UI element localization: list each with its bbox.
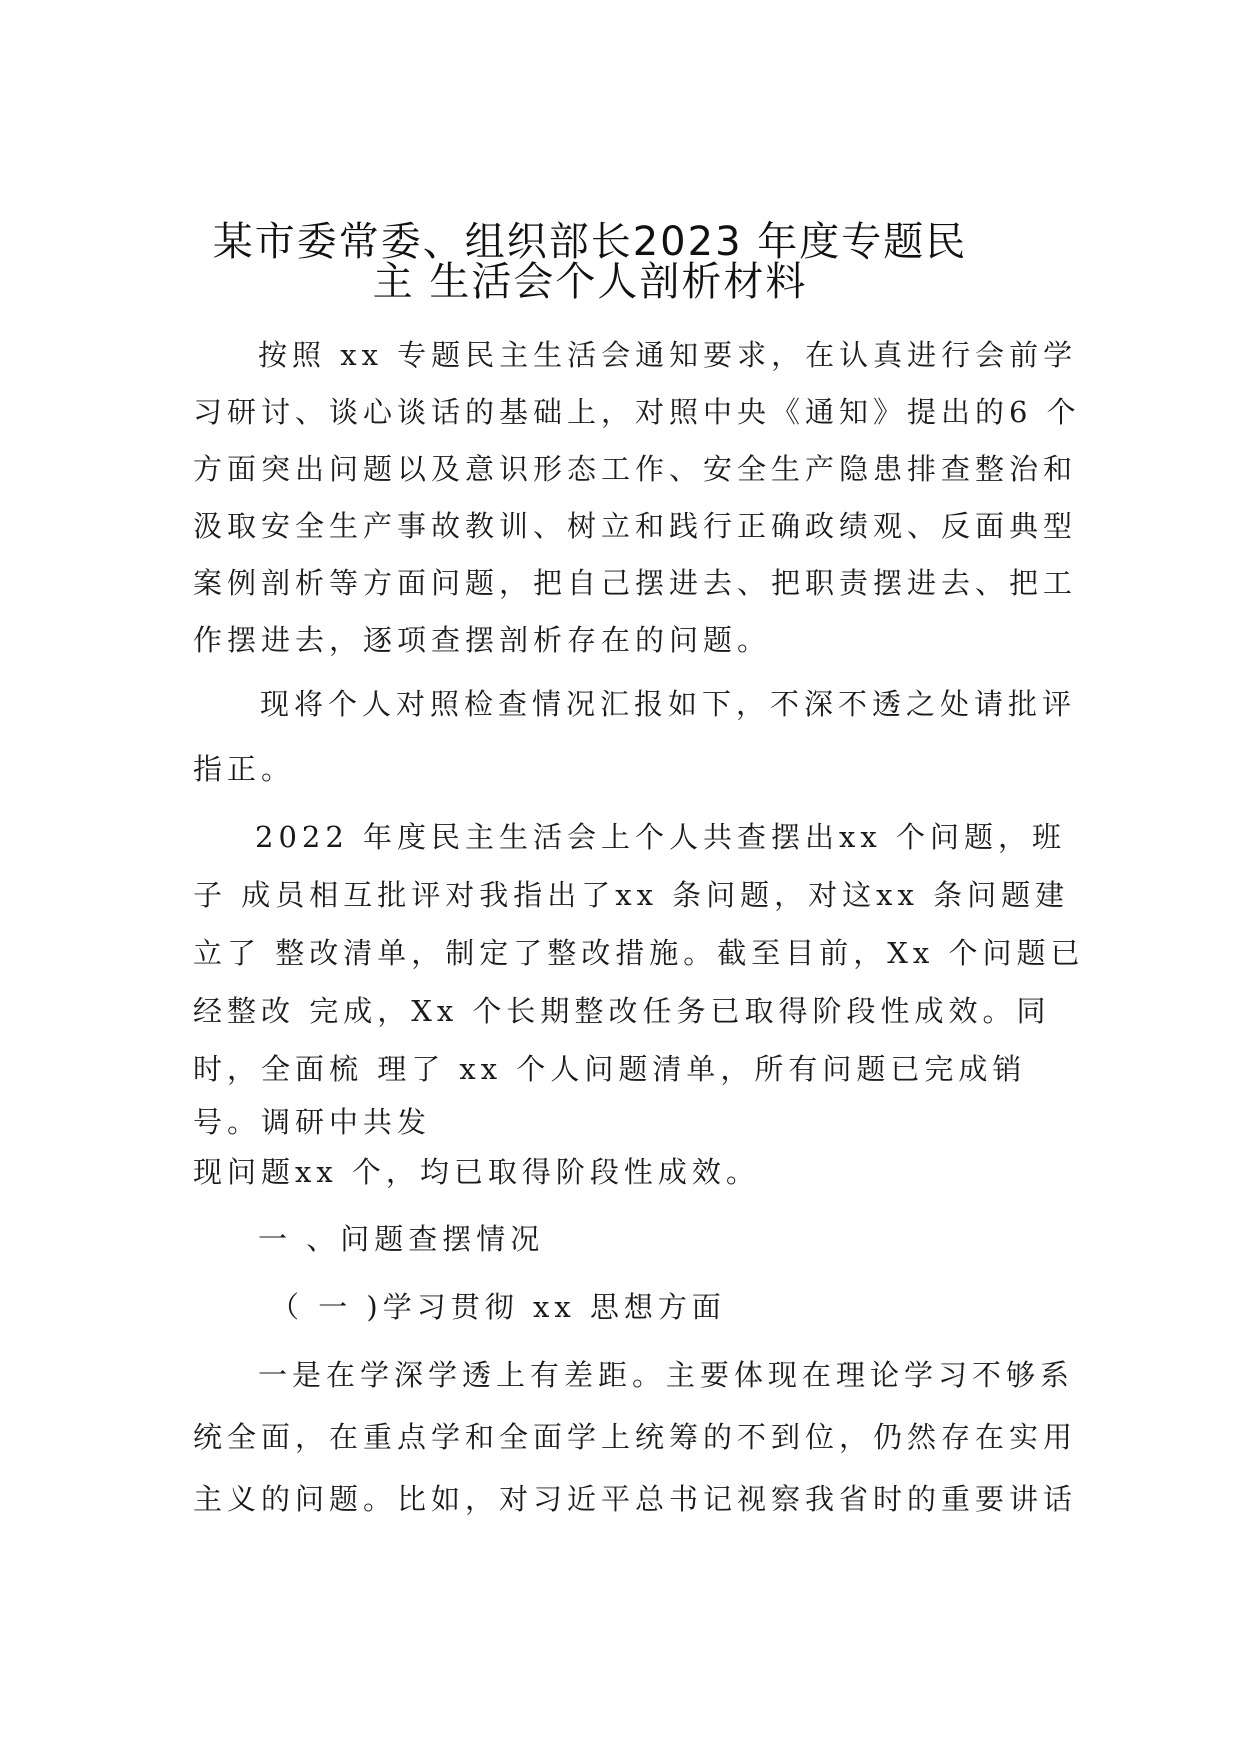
paragraph-line: 现将个人对照检查情况汇报如下，不深不透之处请批评 [260, 687, 1077, 721]
paragraph-line: 时，全面梳 理了 xx 个人问题清单，所有问题已完成销 [193, 1052, 1027, 1086]
paragraph-line: 经整改 完成，Xx 个长期整改任务已取得阶段性成效。同 [193, 994, 1051, 1028]
paragraph-line: 主义的问题。比如，对习近平总书记视察我省时的重要讲话 [193, 1482, 1078, 1516]
paragraph-line: 一是在学深学透上有差距。主要体现在理论学习不够系 [258, 1358, 1075, 1392]
paragraph-line: 方面突出问题以及意识形态工作、安全生产隐患排查整治和 [193, 452, 1078, 486]
paragraph-line: 案例剖析等方面问题，把自己摆进去、把职责摆进去、把工 [193, 566, 1078, 600]
paragraph-line: 作摆进去，逐项查摆剖析存在的问题。 [193, 623, 772, 657]
paragraph-line: 指正。 [193, 752, 296, 786]
section-heading: 一 、问题查摆情况 [258, 1222, 545, 1256]
paragraph-line: 按照 xx 专题民主生活会通知要求，在认真进行会前学 [258, 338, 1078, 372]
paragraph-line: 立了 整改清单，制定了整改措施。截至目前，Xx 个问题已 [193, 936, 1085, 970]
paragraph-line: 现问题xx 个，均已取得阶段性成效。 [193, 1155, 760, 1189]
paragraph-line: 统全面，在重点学和全面学上统筹的不到位，仍然存在实用 [193, 1420, 1078, 1454]
paragraph-line: 2022 年度民主生活会上个人共查摆出xx 个问题，班 [255, 820, 1066, 854]
paragraph-line: 号。调研中共发 [193, 1105, 432, 1139]
document-title-line-2: 主 生活会个人剖析材料 [372, 259, 808, 305]
paragraph-line: 汲取安全生产事故教训、树立和践行正确政绩观、反面典型 [193, 509, 1078, 543]
document-title-line-1: 某市委常委、组织部长2023 年度专题民 [212, 219, 968, 265]
subsection-heading: （ 一 )学习贯彻 xx 思想方面 [270, 1290, 726, 1324]
paragraph-line: 子 成员相互批评对我指出了xx 条问题，对这xx 条问题建 [193, 878, 1070, 912]
paragraph-line: 习研讨、谈心谈话的基础上，对照中央《通知》提出的6 个 [193, 395, 1081, 429]
